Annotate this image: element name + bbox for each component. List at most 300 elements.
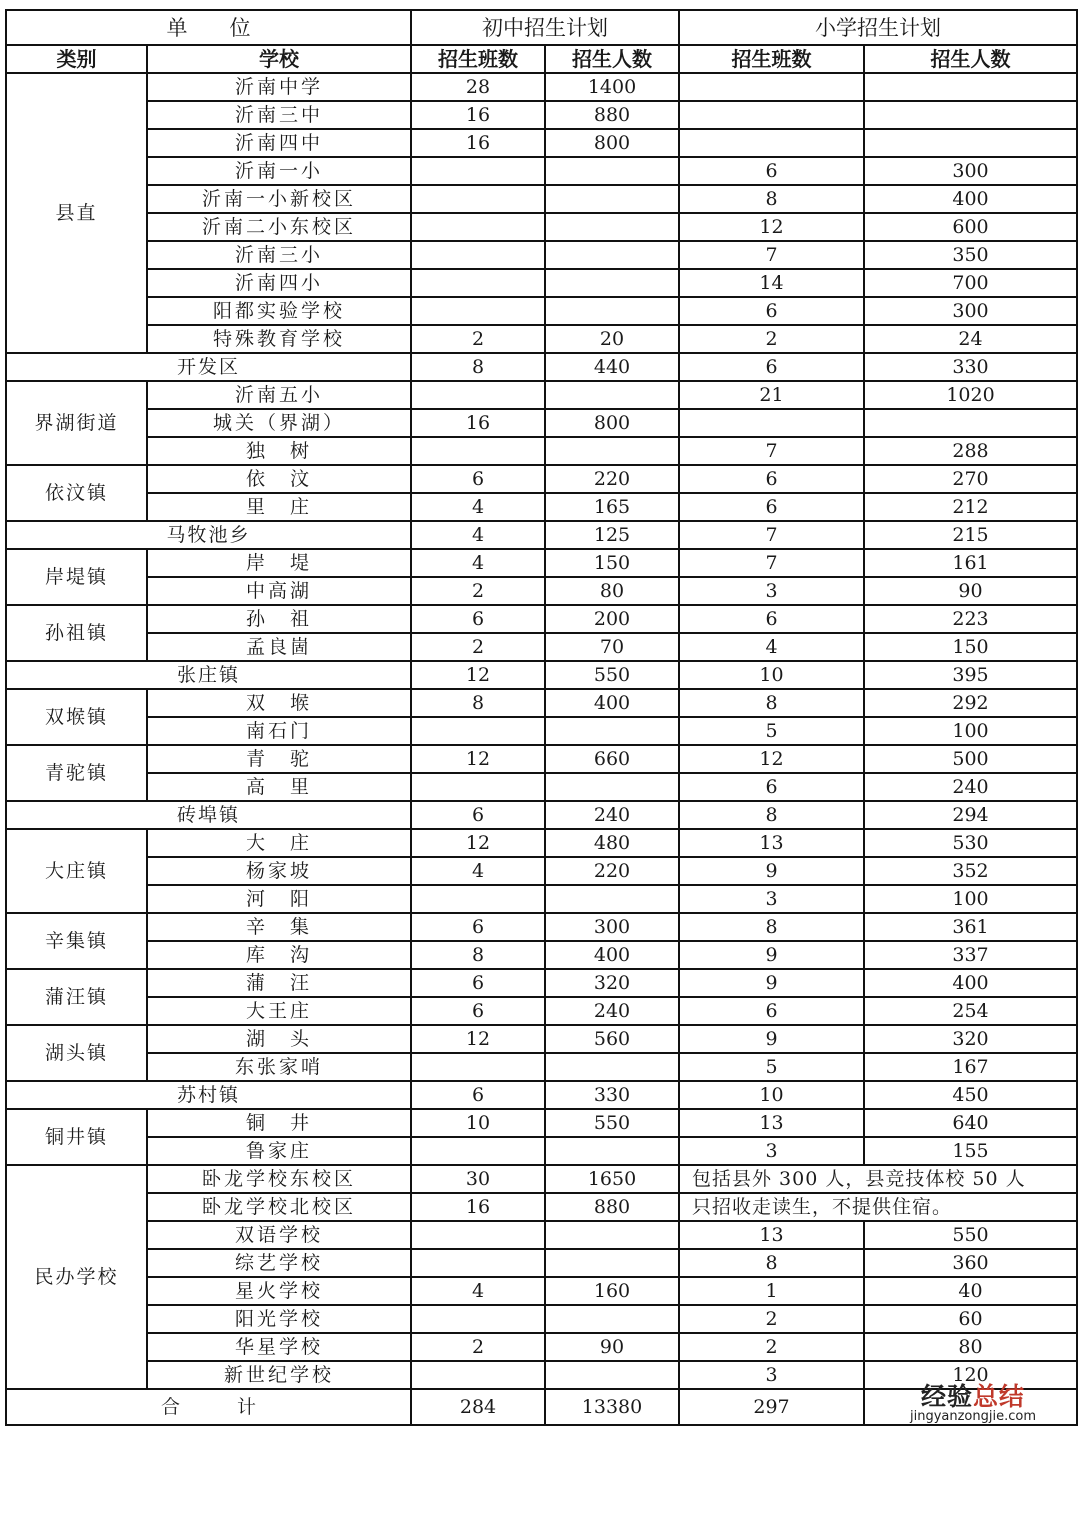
pri-classes-cell: 9 <box>679 941 864 969</box>
table-row <box>6 633 1077 661</box>
table-row <box>6 381 1077 409</box>
mid-students-cell: 20 <box>545 325 679 353</box>
school-name-cell: 城关（界湖） <box>147 409 411 437</box>
pri-students-cell: 167 <box>864 1053 1077 1081</box>
mid-classes-cell: 8 <box>411 689 545 717</box>
mid-classes-cell: 6 <box>411 969 545 997</box>
pri-students-cell: 120 <box>864 1361 1077 1389</box>
table-row <box>6 1277 1077 1305</box>
pri-students-cell: 254 <box>864 997 1077 1025</box>
pri-students-cell: 530 <box>864 829 1077 857</box>
table-row <box>6 1221 1077 1249</box>
mid-classes-cell: 4 <box>411 1277 545 1305</box>
pri-students-cell: 40 <box>864 1277 1077 1305</box>
mid-students-cell: 70 <box>545 633 679 661</box>
pri-classes-cell <box>679 129 864 157</box>
category-cell: 双堠镇 <box>6 689 147 745</box>
pri-classes-cell: 3 <box>679 1361 864 1389</box>
pri-classes-cell: 13 <box>679 1109 864 1137</box>
table-row <box>6 969 1077 997</box>
pri-students-cell: 337 <box>864 941 1077 969</box>
pri-classes-cell: 6 <box>679 493 864 521</box>
mid-students-cell: 300 <box>545 913 679 941</box>
table-row <box>6 185 1077 213</box>
mid-students-cell: 400 <box>545 689 679 717</box>
mid-students-cell: 90 <box>545 1333 679 1361</box>
category-cell: 界湖街道 <box>6 381 147 465</box>
mid-classes-cell <box>411 1137 545 1165</box>
mid-classes-cell <box>411 241 545 269</box>
pri-classes-cell: 3 <box>679 577 864 605</box>
category-cell: 砖埠镇 <box>6 801 411 829</box>
pri-students-cell: 395 <box>864 661 1077 689</box>
school-name-cell: 河 阳 <box>147 885 411 913</box>
school-name-cell: 中高湖 <box>147 577 411 605</box>
mid-classes-cell <box>411 717 545 745</box>
mid-classes-cell: 4 <box>411 857 545 885</box>
mid-students-cell <box>545 269 679 297</box>
pri-students-cell: 292 <box>864 689 1077 717</box>
mid-students-cell: 125 <box>545 521 679 549</box>
school-name-cell: 沂南五小 <box>147 381 411 409</box>
header-mid-students: 招生人数 <box>545 45 679 73</box>
total-pri-classes: 297 <box>679 1389 864 1425</box>
mid-classes-cell <box>411 185 545 213</box>
table-row <box>6 129 1077 157</box>
school-name-cell: 沂南二小东校区 <box>147 213 411 241</box>
mid-classes-cell: 2 <box>411 633 545 661</box>
table-row <box>6 577 1077 605</box>
header-primary-school-plan: 小学招生计划 <box>679 10 1077 45</box>
table-row <box>6 801 1077 829</box>
table-row <box>6 1193 1077 1221</box>
mid-students-cell: 550 <box>545 1109 679 1137</box>
category-cell: 张庄镇 <box>6 661 411 689</box>
pri-students-cell: 60 <box>864 1305 1077 1333</box>
mid-students-cell: 240 <box>545 997 679 1025</box>
mid-classes-cell: 16 <box>411 1193 545 1221</box>
mid-classes-cell: 4 <box>411 493 545 521</box>
table-row <box>6 1165 1077 1193</box>
mid-students-cell: 160 <box>545 1277 679 1305</box>
table-row <box>6 297 1077 325</box>
mid-students-cell <box>545 1053 679 1081</box>
school-name-cell: 孟良崮 <box>147 633 411 661</box>
school-name-cell: 大 庄 <box>147 829 411 857</box>
pri-classes-cell: 2 <box>679 325 864 353</box>
pri-classes-cell: 21 <box>679 381 864 409</box>
table-row <box>6 241 1077 269</box>
pri-students-cell: 352 <box>864 857 1077 885</box>
header-category: 类别 <box>6 45 147 73</box>
pri-classes-cell: 6 <box>679 353 864 381</box>
mid-students-cell <box>545 1305 679 1333</box>
pri-students-cell: 215 <box>864 521 1077 549</box>
pri-classes-cell: 12 <box>679 213 864 241</box>
school-name-cell: 南石门 <box>147 717 411 745</box>
school-name-cell: 沂南中学 <box>147 73 411 101</box>
school-name-cell: 铜 井 <box>147 1109 411 1137</box>
table-row <box>6 913 1077 941</box>
table-row <box>6 745 1077 773</box>
table-row <box>6 465 1077 493</box>
pri-classes-cell: 8 <box>679 913 864 941</box>
pri-classes-cell: 12 <box>679 745 864 773</box>
note-cell: 只招收走读生，不提供住宿。 <box>679 1193 1077 1221</box>
school-name-cell: 岸 堤 <box>147 549 411 577</box>
pri-students-cell: 100 <box>864 885 1077 913</box>
mid-students-cell <box>545 773 679 801</box>
pri-classes-cell: 6 <box>679 297 864 325</box>
mid-students-cell <box>545 1249 679 1277</box>
mid-classes-cell: 6 <box>411 801 545 829</box>
mid-students-cell <box>545 717 679 745</box>
category-cell: 孙祖镇 <box>6 605 147 661</box>
table-row <box>6 409 1077 437</box>
mid-classes-cell: 12 <box>411 1025 545 1053</box>
mid-students-cell: 800 <box>545 129 679 157</box>
pri-students-cell: 600 <box>864 213 1077 241</box>
pri-students-cell: 330 <box>864 353 1077 381</box>
pri-classes-cell <box>679 101 864 129</box>
table-row <box>6 689 1077 717</box>
school-name-cell: 阳都实验学校 <box>147 297 411 325</box>
mid-classes-cell: 16 <box>411 409 545 437</box>
header-mid-classes: 招生班数 <box>411 45 545 73</box>
mid-students-cell: 660 <box>545 745 679 773</box>
mid-classes-cell: 6 <box>411 997 545 1025</box>
category-cell: 民办学校 <box>6 1165 147 1389</box>
school-name-cell: 独 树 <box>147 437 411 465</box>
school-name-cell: 鲁家庄 <box>147 1137 411 1165</box>
pri-students-cell: 90 <box>864 577 1077 605</box>
header-middle-school-plan: 初中招生计划 <box>411 10 679 45</box>
note-cell: 包括县外 300 人，县竞技体校 50 人 <box>679 1165 1077 1193</box>
pri-students-cell: 288 <box>864 437 1077 465</box>
mid-students-cell: 1650 <box>545 1165 679 1193</box>
enrollment-plan-sheet <box>5 9 1076 1426</box>
school-name-cell: 综艺学校 <box>147 1249 411 1277</box>
pri-students-cell: 1020 <box>864 381 1077 409</box>
mid-classes-cell: 6 <box>411 605 545 633</box>
mid-students-cell <box>545 437 679 465</box>
pri-students-cell: 80 <box>864 1333 1077 1361</box>
mid-students-cell: 330 <box>545 1081 679 1109</box>
mid-students-cell <box>545 241 679 269</box>
category-cell: 苏村镇 <box>6 1081 411 1109</box>
mid-students-cell: 220 <box>545 857 679 885</box>
pri-students-cell: 161 <box>864 549 1077 577</box>
mid-classes-cell <box>411 773 545 801</box>
school-name-cell: 蒲 汪 <box>147 969 411 997</box>
enrollment-plan-table <box>5 9 1078 1426</box>
pri-students-cell: 350 <box>864 241 1077 269</box>
school-name-cell: 湖 头 <box>147 1025 411 1053</box>
pri-classes-cell: 6 <box>679 605 864 633</box>
pri-classes-cell: 4 <box>679 633 864 661</box>
mid-students-cell <box>545 213 679 241</box>
header-school: 学校 <box>147 45 411 73</box>
mid-students-cell: 150 <box>545 549 679 577</box>
mid-students-cell: 560 <box>545 1025 679 1053</box>
pri-students-cell: 300 <box>864 297 1077 325</box>
school-name-cell: 大王庄 <box>147 997 411 1025</box>
mid-classes-cell <box>411 1249 545 1277</box>
mid-classes-cell: 12 <box>411 745 545 773</box>
pri-students-cell: 150 <box>864 633 1077 661</box>
table-row <box>6 157 1077 185</box>
pri-classes-cell: 6 <box>679 773 864 801</box>
pri-classes-cell <box>679 73 864 101</box>
pri-students-cell <box>864 129 1077 157</box>
total-label: 合 计 <box>6 1389 411 1425</box>
school-name-cell: 沂南一小新校区 <box>147 185 411 213</box>
mid-classes-cell <box>411 1053 545 1081</box>
mid-students-cell <box>545 1221 679 1249</box>
pri-classes-cell: 5 <box>679 717 864 745</box>
watermark-logo: 经验总结 <box>920 1382 1025 1411</box>
pri-students-cell: 400 <box>864 185 1077 213</box>
category-cell: 马牧池乡 <box>6 521 411 549</box>
pri-classes-cell: 13 <box>679 1221 864 1249</box>
school-name-cell: 东张家哨 <box>147 1053 411 1081</box>
pri-students-cell: 640 <box>864 1109 1077 1137</box>
table-row <box>6 997 1077 1025</box>
table-row <box>6 1109 1077 1137</box>
mid-students-cell <box>545 381 679 409</box>
mid-students-cell: 80 <box>545 577 679 605</box>
pri-classes-cell: 7 <box>679 437 864 465</box>
pri-students-cell: 223 <box>864 605 1077 633</box>
category-cell: 青驼镇 <box>6 745 147 801</box>
table-row <box>6 717 1077 745</box>
mid-classes-cell: 12 <box>411 661 545 689</box>
school-name-cell: 阳光学校 <box>147 1305 411 1333</box>
school-name-cell: 库 沟 <box>147 941 411 969</box>
header-row-sub <box>6 45 1077 73</box>
table-row <box>6 1305 1077 1333</box>
pri-students-cell <box>864 73 1077 101</box>
pri-classes-cell: 9 <box>679 1025 864 1053</box>
pri-students-cell: 155 <box>864 1137 1077 1165</box>
mid-classes-cell: 10 <box>411 1109 545 1137</box>
mid-students-cell: 165 <box>545 493 679 521</box>
table-row <box>6 437 1077 465</box>
pri-students-cell: 294 <box>864 801 1077 829</box>
mid-classes-cell: 12 <box>411 829 545 857</box>
category-cell: 县直 <box>6 73 147 353</box>
category-cell: 大庄镇 <box>6 829 147 913</box>
pri-classes-cell: 8 <box>679 689 864 717</box>
mid-classes-cell <box>411 269 545 297</box>
mid-classes-cell: 16 <box>411 101 545 129</box>
mid-classes-cell: 6 <box>411 465 545 493</box>
school-name-cell: 卧龙学校北校区 <box>147 1193 411 1221</box>
pri-classes-cell: 6 <box>679 997 864 1025</box>
mid-classes-cell: 2 <box>411 1333 545 1361</box>
pri-students-cell: 212 <box>864 493 1077 521</box>
table-body <box>6 73 1077 1389</box>
total-mid-classes: 284 <box>411 1389 545 1425</box>
header-unit: 单 位 <box>6 10 411 45</box>
table-row <box>6 1025 1077 1053</box>
table-row <box>6 101 1077 129</box>
pri-students-cell <box>864 409 1077 437</box>
mid-students-cell: 240 <box>545 801 679 829</box>
pri-students-cell: 450 <box>864 1081 1077 1109</box>
table-row <box>6 661 1077 689</box>
table-row <box>6 269 1077 297</box>
table-row <box>6 885 1077 913</box>
mid-students-cell: 880 <box>545 101 679 129</box>
pri-classes-cell: 7 <box>679 549 864 577</box>
pri-students-cell: 100 <box>864 717 1077 745</box>
table-row <box>6 857 1077 885</box>
pri-classes-cell: 9 <box>679 857 864 885</box>
school-name-cell: 辛 集 <box>147 913 411 941</box>
pri-students-cell: 24 <box>864 325 1077 353</box>
pri-classes-cell: 13 <box>679 829 864 857</box>
pri-students-cell: 320 <box>864 1025 1077 1053</box>
pri-classes-cell: 10 <box>679 661 864 689</box>
table-row <box>6 353 1077 381</box>
mid-students-cell <box>545 1361 679 1389</box>
pri-classes-cell: 8 <box>679 801 864 829</box>
pri-students-cell: 360 <box>864 1249 1077 1277</box>
table-row <box>6 493 1077 521</box>
pri-students-cell: 300 <box>864 157 1077 185</box>
school-name-cell: 沂南三小 <box>147 241 411 269</box>
category-cell: 依汶镇 <box>6 465 147 521</box>
pri-students-cell: 550 <box>864 1221 1077 1249</box>
mid-students-cell <box>545 885 679 913</box>
school-name-cell: 双语学校 <box>147 1221 411 1249</box>
total-mid-students: 13380 <box>545 1389 679 1425</box>
mid-classes-cell <box>411 885 545 913</box>
mid-classes-cell: 6 <box>411 1081 545 1109</box>
school-name-cell: 卧龙学校东校区 <box>147 1165 411 1193</box>
table-row <box>6 1137 1077 1165</box>
mid-students-cell <box>545 1137 679 1165</box>
mid-classes-cell: 30 <box>411 1165 545 1193</box>
mid-classes-cell <box>411 297 545 325</box>
school-name-cell: 特殊教育学校 <box>147 325 411 353</box>
mid-classes-cell <box>411 381 545 409</box>
table-row <box>6 773 1077 801</box>
header-pri-classes: 招生班数 <box>679 45 864 73</box>
pri-classes-cell: 8 <box>679 1249 864 1277</box>
category-cell: 铜井镇 <box>6 1109 147 1165</box>
mid-students-cell: 400 <box>545 941 679 969</box>
table-row <box>6 1333 1077 1361</box>
pri-classes-cell: 6 <box>679 157 864 185</box>
category-cell: 岸堤镇 <box>6 549 147 605</box>
pri-classes-cell: 9 <box>679 969 864 997</box>
mid-classes-cell: 8 <box>411 353 545 381</box>
mid-classes-cell: 4 <box>411 521 545 549</box>
table-row <box>6 521 1077 549</box>
pri-classes-cell: 7 <box>679 241 864 269</box>
pri-students-cell: 500 <box>864 745 1077 773</box>
mid-students-cell <box>545 297 679 325</box>
table-row <box>6 1053 1077 1081</box>
school-name-cell: 青 驼 <box>147 745 411 773</box>
header-row-top <box>6 10 1077 45</box>
table-row <box>6 1081 1077 1109</box>
watermark-url: jingyanzongjie.com <box>909 1409 1036 1424</box>
header-pri-students: 招生人数 <box>864 45 1077 73</box>
mid-students-cell: 880 <box>545 1193 679 1221</box>
mid-classes-cell <box>411 1221 545 1249</box>
table-row <box>6 325 1077 353</box>
pri-classes-cell: 5 <box>679 1053 864 1081</box>
table-row <box>6 941 1077 969</box>
pri-classes-cell: 14 <box>679 269 864 297</box>
watermark <box>910 1384 1036 1424</box>
mid-students-cell: 200 <box>545 605 679 633</box>
mid-classes-cell: 2 <box>411 577 545 605</box>
school-name-cell: 华星学校 <box>147 1333 411 1361</box>
pri-classes-cell: 7 <box>679 521 864 549</box>
school-name-cell: 孙 祖 <box>147 605 411 633</box>
pri-classes-cell: 3 <box>679 1137 864 1165</box>
mid-students-cell: 480 <box>545 829 679 857</box>
pri-classes-cell: 1 <box>679 1277 864 1305</box>
category-cell: 湖头镇 <box>6 1025 147 1081</box>
pri-classes-cell: 3 <box>679 885 864 913</box>
school-name-cell: 依 汶 <box>147 465 411 493</box>
table-row <box>6 605 1077 633</box>
pri-classes-cell: 2 <box>679 1305 864 1333</box>
mid-students-cell <box>545 157 679 185</box>
pri-classes-cell: 2 <box>679 1333 864 1361</box>
mid-students-cell: 320 <box>545 969 679 997</box>
mid-classes-cell: 4 <box>411 549 545 577</box>
mid-classes-cell <box>411 1305 545 1333</box>
mid-students-cell: 1400 <box>545 73 679 101</box>
pri-classes-cell: 10 <box>679 1081 864 1109</box>
school-name-cell: 星火学校 <box>147 1277 411 1305</box>
category-cell: 蒲汪镇 <box>6 969 147 1025</box>
school-name-cell: 杨家坡 <box>147 857 411 885</box>
table-row <box>6 1249 1077 1277</box>
pri-classes-cell: 6 <box>679 465 864 493</box>
table-row <box>6 549 1077 577</box>
pri-students-cell <box>864 101 1077 129</box>
mid-classes-cell <box>411 213 545 241</box>
mid-classes-cell: 28 <box>411 73 545 101</box>
mid-classes-cell: 8 <box>411 941 545 969</box>
table-row <box>6 213 1077 241</box>
school-name-cell: 高 里 <box>147 773 411 801</box>
pri-students-cell: 270 <box>864 465 1077 493</box>
table-row <box>6 829 1077 857</box>
pri-students-cell: 361 <box>864 913 1077 941</box>
mid-students-cell: 550 <box>545 661 679 689</box>
pri-students-cell: 700 <box>864 269 1077 297</box>
mid-students-cell <box>545 185 679 213</box>
mid-students-cell: 440 <box>545 353 679 381</box>
school-name-cell: 沂南一小 <box>147 157 411 185</box>
school-name-cell: 双 堠 <box>147 689 411 717</box>
mid-students-cell: 800 <box>545 409 679 437</box>
mid-students-cell: 220 <box>545 465 679 493</box>
school-name-cell: 新世纪学校 <box>147 1361 411 1389</box>
mid-classes-cell <box>411 1361 545 1389</box>
school-name-cell: 沂南四小 <box>147 269 411 297</box>
mid-classes-cell: 2 <box>411 325 545 353</box>
pri-students-cell: 240 <box>864 773 1077 801</box>
